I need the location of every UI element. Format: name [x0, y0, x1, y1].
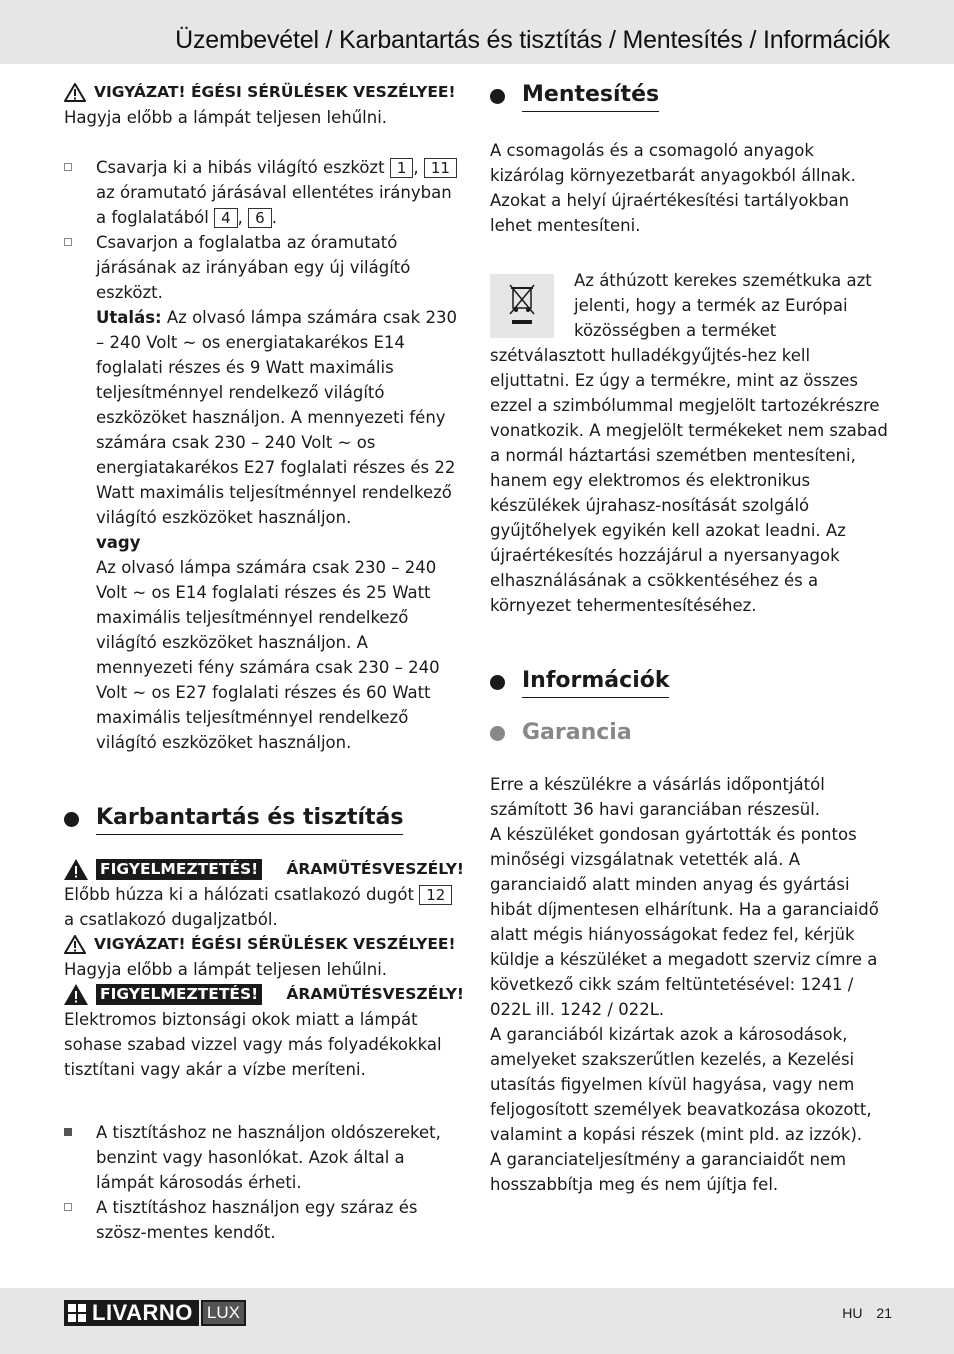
- bullet-icon: [64, 238, 72, 246]
- ref-number: 1: [390, 158, 414, 178]
- note-label: Utalás:: [96, 308, 162, 327]
- burn-warning: [64, 80, 464, 105]
- warranty-text: A készüléket gondosan gyártották és pontos minőségi vizsgálatnak vetették alá. A garanciaidő alatt minden anyag és gyártási hibát díjmentesen elhárítunk. Ha a garanciaidő alatt mégis hiányosságokat fedez fel, kérjük küldje a készüléket a megadott szerviz címre a következő cikk szám feltüntetésével: 1241 / 022L ill. 1242 / 022L.: [490, 825, 879, 1019]
- bullet-icon: [64, 1203, 72, 1211]
- shock-warning-label: ÁRAMÜTÉSVESZÉLY!: [286, 860, 464, 878]
- ref-number: 4: [214, 208, 238, 228]
- or-text: Az olvasó lámpa számára csak 230 – 240 Volt ~ os E14 foglalati részes és 25 Watt maximális teljesítménnyel rendelkező világító eszközöket használjon. A mennyezeti fény számára csak 230 – 240 Volt ~ os E27 foglalati részes és 60 Watt maximális teljesítménnyel rendelkező világító eszközöket használjon.: [96, 558, 440, 752]
- bullet-icon: [64, 1128, 72, 1136]
- burn-warning-label: VIGYÁZAT! ÉGÉSI SÉRÜLÉSEK VESZÉLYEE!: [94, 935, 456, 953]
- section-heading-info: Információk: [490, 666, 890, 698]
- warning-triangle-icon: [64, 935, 86, 954]
- shock-warning-text: Elektromos biztonsági okok miatt a lámpát sohase szabad vizzel vagy más folyadékokkal tisztítani vagy akár a vízbe meríteni.: [64, 1010, 442, 1079]
- warranty-text: A garanciából kizártak azok a károsodások, amelyeket szakszerűtlen kezelés, a Kezelési utasítás figyelmen kívül hagyása, vagy nem feljogosított személyek beavatkozása okozott, valamint a kopási részek (mint pld. az izzók).: [490, 1025, 872, 1144]
- shock-warning-text: Előbb húzza ki a hálózati csatlakozó dugót 12 a csatlakozó dugaljzatból.: [64, 882, 464, 932]
- page-number: HU 21: [842, 1305, 892, 1321]
- note-text: Az olvasó lámpa számára csak 230 – 240 Volt ~ os energiatakarékos E14 foglalati részes és 9 Watt maximális teljesítménnyel rendelkező világító eszközöket használjon. A mennyezeti fény számára csak 230 – 240 Volt ~ os energiatakarékos E27 foglalati részes és 22 Watt maximális teljesítménnyel rendelkező világító eszközöket használjon.: [96, 308, 457, 527]
- heading-bullet-icon: [490, 726, 505, 741]
- list-item: A tisztításhoz használjon egy száraz és szösz-mentes kendőt.: [64, 1195, 464, 1245]
- logo-mark-icon: [68, 1304, 86, 1322]
- page-header: [0, 0, 954, 64]
- list-item: Csavarjon a foglalatba az óramutató járásának az irányában egy új világító eszközt. Utalás: Az olvasó lámpa számára csak 230 – 240 Volt ~ os energiatakarékos E14 foglalati részes és 9 Watt maximális teljesítménnyel rendelkező világító eszközöket használjon. A mennyezeti fény számára csak 230 – 240 Volt ~ os energiatakarékos E27 foglalati részes és 22 Watt maximális teljesítménnyel rendelkező világító eszközöket használjon. vagy Az olvasó lámpa számára csak 230 – 240 Volt ~ os E14 foglalati részes és 25 Watt maximális teljesítménnyel rendelkező világító eszközöket használjon. A mennyezeti fény számára csak 230 – 240 Volt ~ os E27 foglalati részes és 60 Watt maximális teljesítménnyel rendelkező világító eszközöket használjon.: [64, 230, 464, 755]
- burn-warning-text: Hagyja előbb a lámpát teljesen lehűlni.: [64, 960, 388, 979]
- warning-triangle-icon: [64, 83, 86, 102]
- section-heading-maintenance: Karbantartás és tisztítás: [64, 803, 464, 835]
- shock-warning: [64, 857, 464, 882]
- or-label: vagy: [96, 533, 141, 552]
- warning-triangle-icon: [64, 984, 88, 1005]
- ref-number: 6: [248, 208, 272, 228]
- heading-bullet-icon: [64, 812, 79, 827]
- warranty-text: Erre a készülékre a vásárlás időpontjától számított 36 havi garanciában részesül.: [490, 775, 825, 819]
- ref-number: 11: [424, 158, 457, 178]
- crossed-wheelie-bin-icon: [490, 274, 554, 338]
- burn-warning-label: VIGYÁZAT! ÉGÉSI SÉRÜLÉSEK VESZÉLYEE!: [94, 83, 456, 101]
- warning-tag: FIGYELMEZTETÉS!: [96, 984, 262, 1005]
- section-heading-disposal: Mentesítés: [490, 80, 890, 112]
- heading-bullet-icon: [490, 675, 505, 690]
- burn-warning-text: Hagyja előbb a lámpát teljesen lehűlni.: [64, 108, 388, 127]
- page-title: Üzembevétel / Karbantartás és tisztítás / Mentesítés / Információk: [175, 26, 890, 54]
- ref-number: 12: [419, 885, 452, 905]
- shock-warning-label: ÁRAMÜTÉSVESZÉLY!: [286, 985, 464, 1003]
- shock-warning: [64, 982, 464, 1007]
- bin-paragraph: Az áthúzott kerekes szemétkuka azt jelenti, hogy a termék az Európai közösségben a terméket szétválasztott hulladékgyűjtés-hez kell eljuttatni. Ez úgy a termékre, mint az összes ezzel a szimbólummal megjelölt tartozékrészre vonatkozik. A megjelölt termékeket nem szabad a normál háztartási szemétben mentesíteni, hanem egy elektromos és elektronikus készülékek újrahasz-nosítását szolgáló gyűjtőhelyek egyikén kell azokat leadni. Az újraértékesítés hozzájárul a nyersanyagok elhasználásának a csökkentéséhez és a környezet tehermentesítéséhez.: [490, 271, 888, 615]
- warning-tag: FIGYELMEZTETÉS!: [96, 859, 262, 880]
- disposal-text: A csomagolás és a csomagoló anyagok kizárólag környezetbarát anyagokból állnak. Azokat a helyí újraértékesítési tartályokban lehet mentesíteni.: [490, 141, 856, 235]
- list-item: Csavarja ki a hibás világító eszközt 1 , 11 az óramutató járásával ellentétes irányban a foglalatából 4 , 6 .: [64, 155, 464, 230]
- warranty-text: A garanciateljesítmény a garanciaidőt nem hosszabbítja meg és nem újítja fel.: [490, 1150, 847, 1194]
- warning-triangle-icon: [64, 859, 88, 880]
- right-column: [490, 80, 890, 1197]
- subsection-heading-warranty: Garancia: [490, 718, 890, 748]
- burn-warning: [64, 932, 464, 957]
- brand-logo: LIVARNO LUX: [64, 1300, 246, 1326]
- bullet-icon: [64, 163, 72, 171]
- heading-bullet-icon: [490, 89, 505, 104]
- left-column: [64, 80, 464, 1245]
- list-item: A tisztításhoz ne használjon oldószereket, benzint vagy hasonlókat. Azok által a lámpát károsodás érheti.: [64, 1120, 464, 1195]
